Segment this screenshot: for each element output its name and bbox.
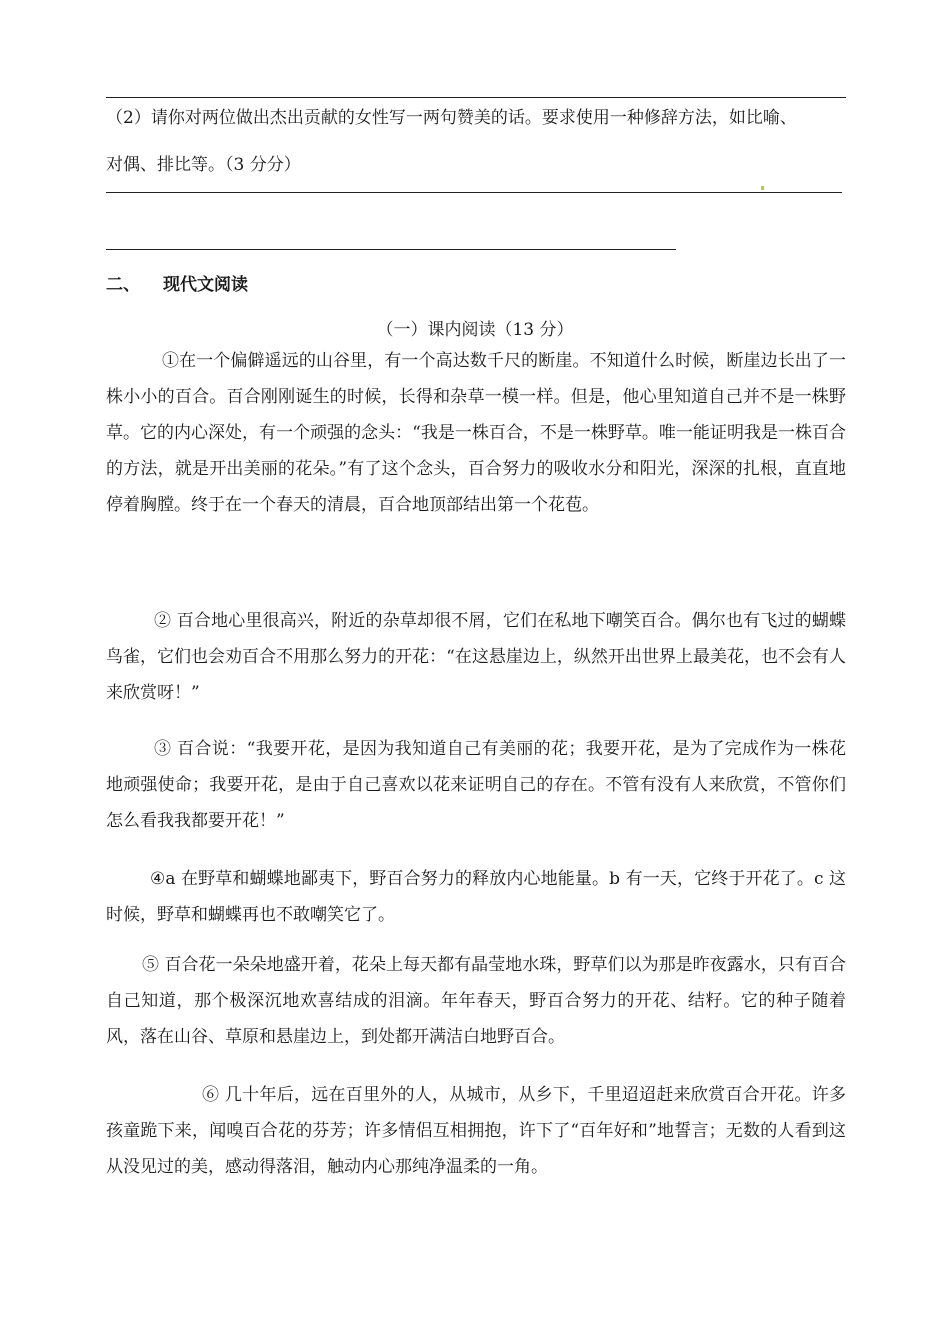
section-heading — [106, 270, 248, 295]
paragraph-3: ③ 百合说：“我要开花，是因为我知道自己有美丽的花；我要开花，是为了完成作为一株花地顽强使命；我要开花，是由于自己喜欢以花来证明自己的存在。不管有没有人来欣赏，不管你们怎么看我我都要开花！” — [106, 739, 846, 831]
section-number: 二、 — [106, 275, 140, 295]
top-divider-line — [106, 97, 846, 98]
paragraph-1: ①在一个偏僻遥远的山谷里，有一个高达数千尺的断崖。不知道什么时候，断崖边长出了一株小小的百合。百合刚刚诞生的时候，长得和杂草一模一样。但是，他心里知道自己并不是一株野草。它的内心深处，有一个顽强的念头：“我是一株百合，不是一株野草。唯一能证明我是一株百合的方法，就是开出美丽的花朵。”有了这个念头，百合努力的吸收水分和阳光，深深的扎根，直直地停着胸膛。终于在一个春天的清晨，百合地顶部结出第一个花苞。 — [106, 351, 846, 515]
stray-mark — [761, 186, 764, 190]
subsection-title: （一）课内阅读（13 分） — [376, 320, 574, 340]
paragraph-2: ② 百合地心里很高兴，附近的杂草却很不屑，它们在私地下嘲笑百合。偶尔也有飞过的蝴蝶鸟雀，它们也会劝百合不用那么努力的开花：“在这悬崖边上，纵然开出世界上最美花，也不会有人来欣赏呀！” — [106, 611, 846, 703]
paragraph-4: ④a 在野草和蝴蝶地鄙夷下，野百合努力的释放内心地能量。b 有一天，它终于开花了。c 这时候，野草和蝴蝶再也不敢嘲笑它了。 — [106, 869, 846, 925]
paragraph-6: ⑥ 几十年后，远在百里外的人，从城市，从乡下，千里迢迢赶来欣赏百合开花。许多孩童跪下来，闻嗅百合花的芬芳；许多情侣互相拥抱，许下了“百年好和”地誓言；无数的人看到这从没见过的美，感动得落泪，触动内心那纯净温柔的一角。 — [106, 1085, 846, 1177]
answer-line-1 — [106, 192, 842, 193]
question-line-2: 对偶、排比等。（3 分分） — [106, 155, 301, 175]
answer-line-2 — [106, 249, 676, 250]
section-title: 现代文阅读 — [163, 275, 248, 295]
question-line-1: （2）请你对两位做出杰出贡献的女性写一两句赞美的话。要求使用一种修辞方法，如比喻、 — [106, 108, 797, 128]
paragraph-5: ⑤ 百合花一朵朵地盛开着，花朵上每天都有晶莹地水珠，野草们以为那是昨夜露水，只有百合自己知道，那个极深沉地欢喜结成的泪滴。年年春天，野百合努力的开花、结籽。它的种子随着风，落在山谷、草原和悬崖边上，到处都开满洁白地野百合。 — [106, 955, 846, 1047]
